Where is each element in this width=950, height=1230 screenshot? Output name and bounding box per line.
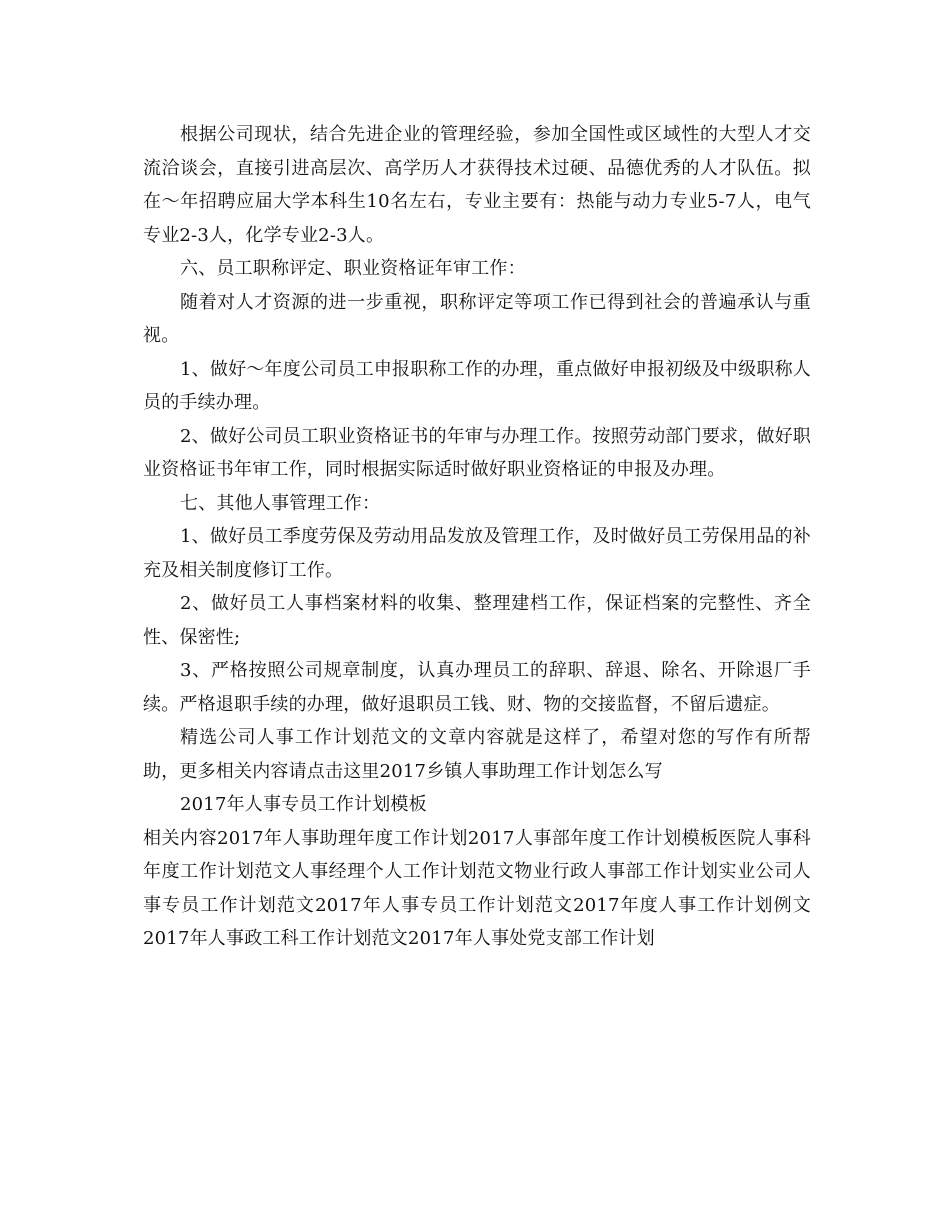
list-item-personnel-archives: 2、做好员工人事档案材料的收集、整理建档工作，保证档案的完整性、齐全性、保密性; [143, 593, 811, 648]
related-content-links[interactable]: 相关内容2017年人事助理年度工作计划2017人事部年度工作计划模板医院人事科年度工作计划范文人事经理个人工作计划范文物业行政人事部工作计划实业公司人事专员工作计划范文2017年人事专员工作计划范文2017年度人事工作计划例文2017年人事政工科工作计划范文2017年人事处党支部工作计划 [143, 827, 811, 949]
list-item-resignation-procedures: 3、严格按照公司规章制度，认真办理员工的辞职、辞退、除名、开除退厂手续。严格退职手续的办理，做好退职员工钱、财、物的交接监督，不留后遗症。 [143, 660, 811, 715]
list-item-certificate-review: 2、做好公司员工职业资格证书的年审与办理工作。按照劳动部门要求，做好职业资格证书年审工作，同时根据实际适时做好职业资格证的申报及办理。 [143, 425, 811, 480]
document-body [143, 118, 811, 956]
paragraph-closing-note: 精选公司人事工作计划范文的文章内容就是这样了，希望对您的写作有所帮助，更多相关内容请点击这里2017乡镇人事助理工作计划怎么写 [143, 727, 811, 782]
section-heading-title-evaluation: 六、员工职称评定、职业资格证年审工作： [180, 258, 526, 279]
link-hr-specialist-template[interactable]: 2017年人事专员工作计划模板 [180, 794, 427, 815]
list-item-labor-protection: 1、做好员工季度劳保及劳动用品发放及管理工作，及时做好员工劳保用品的补充及相关制度修订工作。 [143, 526, 811, 581]
section-heading-other-hr-work: 七、其他人事管理工作： [180, 492, 381, 514]
list-item-title-application: 1、做好～年度公司员工申报职称工作的办理，重点做好申报初级及中级职称人员的手续办理。 [143, 358, 811, 413]
paragraph-title-evaluation-intro: 随着对人才资源的进一步重视，职称评定等项工作已得到社会的普遍承认与重视。 [143, 291, 811, 346]
paragraph-talent-recruitment: 根据公司现状，结合先进企业的管理经验，参加全国性或区域性的大型人才交流洽谈会，直接引进高层次、高学历人才获得技术过硬、品德优秀的人才队伍。拟在～年招聘应届大学本科生10名左右，专业主要有：热能与动力专业5-7人，电气专业2-3人，化学专业2-3人。 [143, 124, 811, 246]
